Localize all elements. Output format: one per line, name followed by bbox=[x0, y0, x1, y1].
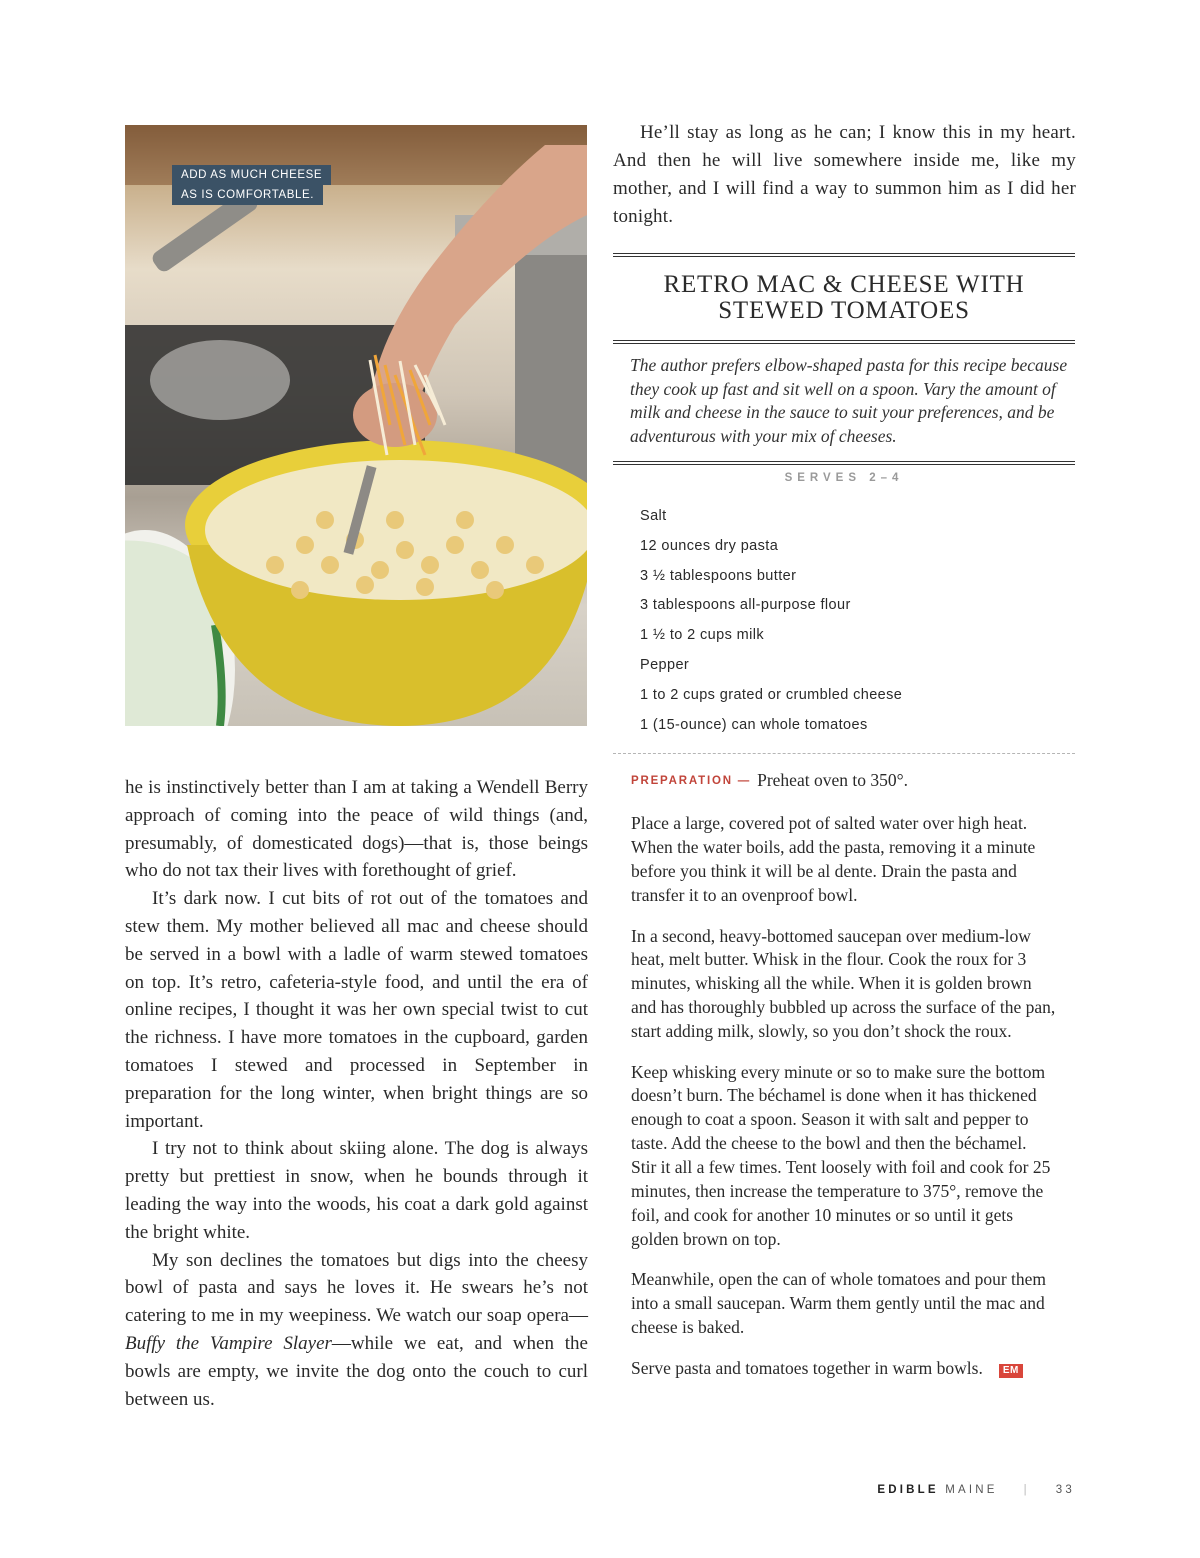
ingredient-item: 12 ounces dry pasta bbox=[640, 537, 779, 554]
prep-step: Place a large, covered pot of salted water over high heat. When the water boils, add the pasta, removing it a minute before you think it will be al dente. Drain the pasta and transfer it to an ovenproof bowl. bbox=[631, 813, 1036, 906]
prep-step: Meanwhile, open the can of whole tomatoes and pour them into a small saucepan. Warm them gently until the mac and cheese is baked. bbox=[631, 1269, 1047, 1338]
caption-line-1: ADD AS MUCH CHEESE bbox=[172, 165, 331, 185]
prep-step: Keep whisking every minute or so to make sure the bottom doesn’t burn. The béchamel is done when it has thickened enough to coat a spoon. Season it with salt and pepper to taste. Add the cheese to the bowl and then the béchamel. Stir it all a few times. Tent loosely with foil and cook for 25 minutes, then increase the temperature to 375°, remove the foil, and cook for another 10 minutes or so until it gets golden brown on top. bbox=[631, 1061, 1051, 1249]
paragraph: It’s dark now. I cut bits of rot out of the tomatoes and stew them. My mother believed all mac and cheese should be served in a bowl with a ladle of warm stewed tomatoes on top. It’s retro, cafeteria-style food, and until the era of online recipes, I thought it was her own special twist to cut the richness. I have more tomatoes in the cupboard, garden tomatoes I stewed and processed in September in preparation for the long winter, when bright things are so important. bbox=[125, 888, 588, 1132]
prep-step: In a second, heavy-bottomed saucepan over medium-low heat, melt butter. Whisk in the flour. Cook the roux for 3 minutes, whisking all the while. When it is golden brown and has thoroughly bubbled up across the surface of the pan, start adding milk, slowly, so you don’t shock the roux. bbox=[631, 925, 1056, 1042]
divider-rule bbox=[613, 461, 1075, 465]
paragraph: He’ll stay as long as he can; I know this in my heart. And then he will live somewhere inside me, like my mother, and I will find a way to summon him as I did her tonight. bbox=[613, 122, 1076, 227]
title-italic: Buffy the Vampire Slayer bbox=[125, 1332, 332, 1354]
paragraph bbox=[125, 1247, 588, 1414]
ingredient-item: 1 (15-ounce) can whole tomatoes bbox=[640, 716, 868, 733]
photo-caption bbox=[172, 165, 331, 205]
recipe-title-line-2: STEWED TOMATOES bbox=[718, 297, 970, 324]
page-footer bbox=[877, 1484, 1075, 1496]
recipe-intro: The author prefers elbow-shaped pasta for this recipe because they cook up fast and sit well on a spoon. Vary the amount of milk and cheese in the sauce to suit your preferences, and be adventurous with your mix of cheeses. bbox=[630, 355, 1068, 447]
ingredient-list bbox=[640, 506, 1060, 744]
paragraph-text: My son declines the tomatoes but digs into the cheesy bowl of pasta and says he loves it. He swears he’s not catering to me in my weepiness. We watch our soap opera— bbox=[125, 1249, 588, 1327]
ingredient-item: 3 ½ tablespoons butter bbox=[640, 567, 797, 584]
preparation-label: PREPARATION — bbox=[631, 775, 752, 787]
paragraph-text: —while we eat, and when the bowls are empty, we invite the dog onto the couch to curl between us. bbox=[125, 1332, 588, 1410]
serves-label: SERVES 2–4 bbox=[784, 472, 904, 484]
final-step-text: Serve pasta and tomatoes together in warm bowls. bbox=[631, 1357, 983, 1378]
footer-separator: | bbox=[1023, 1484, 1030, 1496]
left-column-text bbox=[125, 774, 588, 1413]
preparation-section bbox=[631, 769, 1056, 1397]
footer-brand-bold: EDIBLE bbox=[877, 1484, 939, 1496]
divider-rule bbox=[613, 340, 1075, 344]
dashed-divider bbox=[613, 753, 1075, 754]
paragraph: I try not to think about skiing alone. The dog is always pretty but prettiest in snow, when he bounds through it leading the way into the woods, his coat a dark gold against the bright white. bbox=[125, 1138, 588, 1243]
photo-illustration bbox=[125, 125, 587, 726]
recipe-photo bbox=[125, 125, 587, 726]
prep-intro bbox=[631, 769, 1056, 796]
paragraph: he is instinctively better than I am at taking a Wendell Berry approach of coming into the peace of wild things (and, presumably, of domesticated dogs)—that is, those beings who do not tax their lives with forethought of grief. bbox=[125, 777, 588, 882]
page-number: 33 bbox=[1055, 1484, 1075, 1496]
recipe-title-line-1: RETRO MAC & CHEESE WITH bbox=[663, 271, 1025, 298]
prep-first-step: Preheat oven to 350°. bbox=[757, 770, 908, 790]
ingredient-item: 1 to 2 cups grated or crumbled cheese bbox=[640, 686, 903, 703]
divider-rule bbox=[613, 253, 1075, 257]
ingredient-item: Salt bbox=[640, 508, 667, 524]
edible-maine-logo-icon: EM bbox=[999, 1364, 1023, 1378]
caption-line-2: AS IS COMFORTABLE. bbox=[172, 185, 323, 205]
recipe-title bbox=[613, 272, 1075, 324]
ingredient-item: 3 tablespoons all-purpose flour bbox=[640, 597, 851, 614]
ingredient-item: 1 ½ to 2 cups milk bbox=[640, 627, 765, 644]
prep-final-step bbox=[631, 1357, 1056, 1381]
footer-brand-light: MAINE bbox=[945, 1484, 998, 1496]
right-column-text bbox=[613, 119, 1076, 231]
ingredient-item: Pepper bbox=[640, 656, 690, 673]
